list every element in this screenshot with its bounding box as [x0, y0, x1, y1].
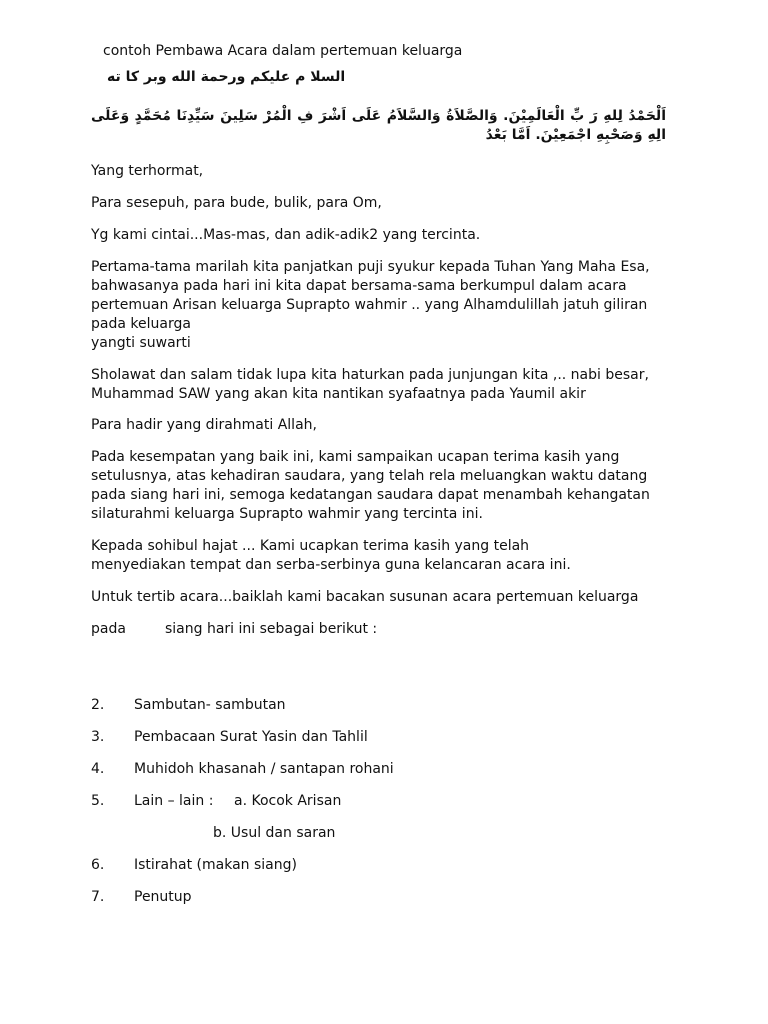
paragraph-line: menyediakan tempat dan serba-serbinya guna kelancaran acara ini.	[91, 557, 571, 573]
paragraph-line: Kepada sohibul hajat ... Kami ucapkan terima kasih yang telah	[91, 538, 530, 554]
thanks-paragraph	[91, 448, 666, 524]
paragraph-line: silaturahmi keluarga Suprapto wahmir yang tercinta ini.	[91, 506, 483, 522]
agenda-subitem: b. Usul dan saran	[213, 825, 336, 841]
beloved-line: Yg kami cintai...Mas-mas, dan adik-adik2 yang tercinta.	[91, 227, 481, 243]
agenda-number: 2.	[91, 697, 105, 713]
agenda-text: Penutup	[134, 889, 192, 905]
agenda-text: Pembacaan Surat Yasin dan Tahlil	[134, 729, 368, 745]
agenda-text: Istirahat (makan siang)	[134, 857, 297, 873]
agenda-number: 4.	[91, 761, 105, 777]
sholawat-paragraph	[91, 366, 666, 404]
agenda-text: Lain – lain :	[134, 793, 214, 809]
arabic-salam: السلا م عليكم ورحمة الله وبر كا ته	[107, 69, 346, 85]
paragraph-line: pada siang hari ini, semoga kedatangan saudara dapat menambah kehangatan	[91, 487, 650, 503]
agenda-intro-line: Untuk tertib acara...baiklah kami bacakan susunan acara pertemuan keluarga	[91, 589, 639, 605]
paragraph-line: pertemuan Arisan keluarga Suprapto wahmir .. yang Alhamdulillah jatuh giliran	[91, 297, 648, 313]
agenda-text: Muhidoh khasanah / santapan rohani	[134, 761, 394, 777]
paragraph-line: Sholawat dan salam tidak lupa kita haturkan pada junjungan kita ,.. nabi besar,	[91, 367, 649, 383]
paragraph-line: bahwasanya pada hari ini kita dapat bersama-sama berkumpul dalam acara	[91, 278, 627, 294]
agenda-number: 3.	[91, 729, 105, 745]
agenda-text: Sambutan- sambutan	[134, 697, 286, 713]
paragraph-line: setulusnya, atas kehadiran saudara, yang telah rela meluangkan waktu datang	[91, 468, 648, 484]
audience-line: Para hadir yang dirahmati Allah,	[91, 417, 317, 433]
agenda-number: 5.	[91, 793, 105, 809]
gratitude-paragraph	[91, 258, 666, 353]
document-title: contoh Pembawa Acara dalam pertemuan keluarga	[103, 43, 463, 59]
agenda-intro-rest: siang hari ini sebagai berikut :	[165, 621, 378, 637]
paragraph-line: Muhammad SAW yang akan kita nantikan syafaatnya pada Yaumil akir	[91, 386, 586, 402]
paragraph-line: Pada kesempatan yang baik ini, kami sampaikan ucapan terima kasih yang	[91, 449, 620, 465]
agenda-intro-line-2	[91, 620, 666, 639]
host-thanks-paragraph	[91, 537, 666, 575]
paragraph-line: pada keluarga	[91, 316, 191, 332]
agenda-number: 7.	[91, 889, 105, 905]
paragraph-line: Pertama-tama marilah kita panjatkan puji syukur kepada Tuhan Yang Maha Esa,	[91, 259, 650, 275]
arabic-hamdalah: اَلْحَمْدُ لِلهِ رَ بِّ الْعَالَمِيْنَ. وَالصَّلاَةُ وَالسَّلاَمُ عَلَى اَشْرَ فِ الْمُرْ سَلِينَ سَيِّدِنَا مُحَمَّدٍ وَعَلَى الِهِ وَصَحْبِهِ اجْمَعِيْنَ. اَمَّا بَعْدُ	[91, 108, 666, 143]
agenda-number: 6.	[91, 857, 105, 873]
elders-line: Para sesepuh, para bude, bulik, para Om,	[91, 195, 382, 211]
paragraph-line: yangti suwarti	[91, 335, 191, 351]
agenda-subitem: a. Kocok Arisan	[234, 793, 342, 809]
agenda-intro-word: pada	[91, 621, 126, 637]
greeting-line: Yang terhormat,	[91, 163, 204, 179]
